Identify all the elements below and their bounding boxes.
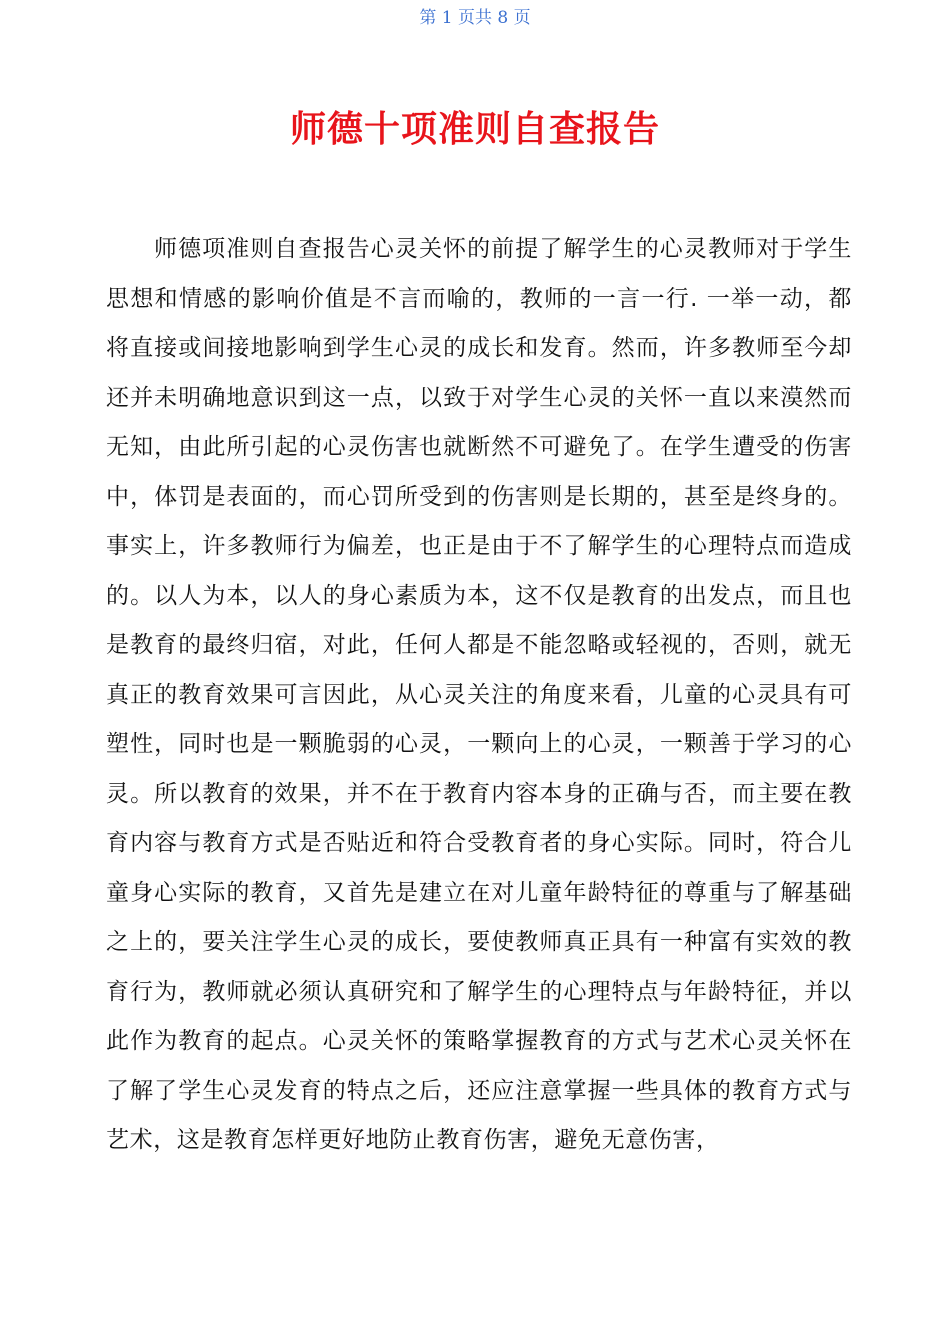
document-title: 师德十项准则自查报告: [289, 109, 660, 150]
body-paragraph: 师德项准则自查报告心灵关怀的前提了解学生的心灵教师对于学生思想和情感的影响价值是不言而喻的，教师的一言一行. 一举一动，都将直接或间接地影响到学生心灵的成长和发育。然而，许多教师至今却还并未明确地意识到这一点，以致于对学生心灵的关怀一直以来漠然而无知，由此所引起的心灵伤害也就断然不可避免了。在学生遭受的伤害中，体罚是表面的，而心罚所受到的伤害则是长期的，甚至是终身的。事实上，许多教师行为偏差，也正是由于不了解学生的心理特点而造成的。以人为本，以人的身心素质为本，这不仅是教育的出发点，而且也是教育的最终归宿，对此，任何人都是不能忽略或轻视的，否则，就无真正的教育效果可言因此，从心灵关注的角度来看，儿童的心灵具有可塑性，同时也是一颗脆弱的心灵，一颗向上的心灵，一颗善于学习的心灵。所以教育的效果，并不在于教育内容本身的正确与否，而主要在教育内容与教育方式是否贴近和符合受教育者的身心实际。同时，符合儿童身心实际的教育，又首先是建立在对儿童年龄特征的尊重与了解基础之上的，要关注学生心灵的成长，要使教师真正具有一种富有实效的教育行为，教师就必须认真研究和了解学生的心理特点与年龄特征，并以此作为教育的起点。心灵关怀的策略掌握教育的方式与艺术心灵关怀在了解了学生心灵发育的特点之后，还应注意掌握一些具体的教育方式与艺术，这是教育怎样更好地防止教育伤害，避免无意伤害，: [106, 236, 852, 1153]
page-indicator: 第 1 页共 8 页: [419, 8, 531, 28]
